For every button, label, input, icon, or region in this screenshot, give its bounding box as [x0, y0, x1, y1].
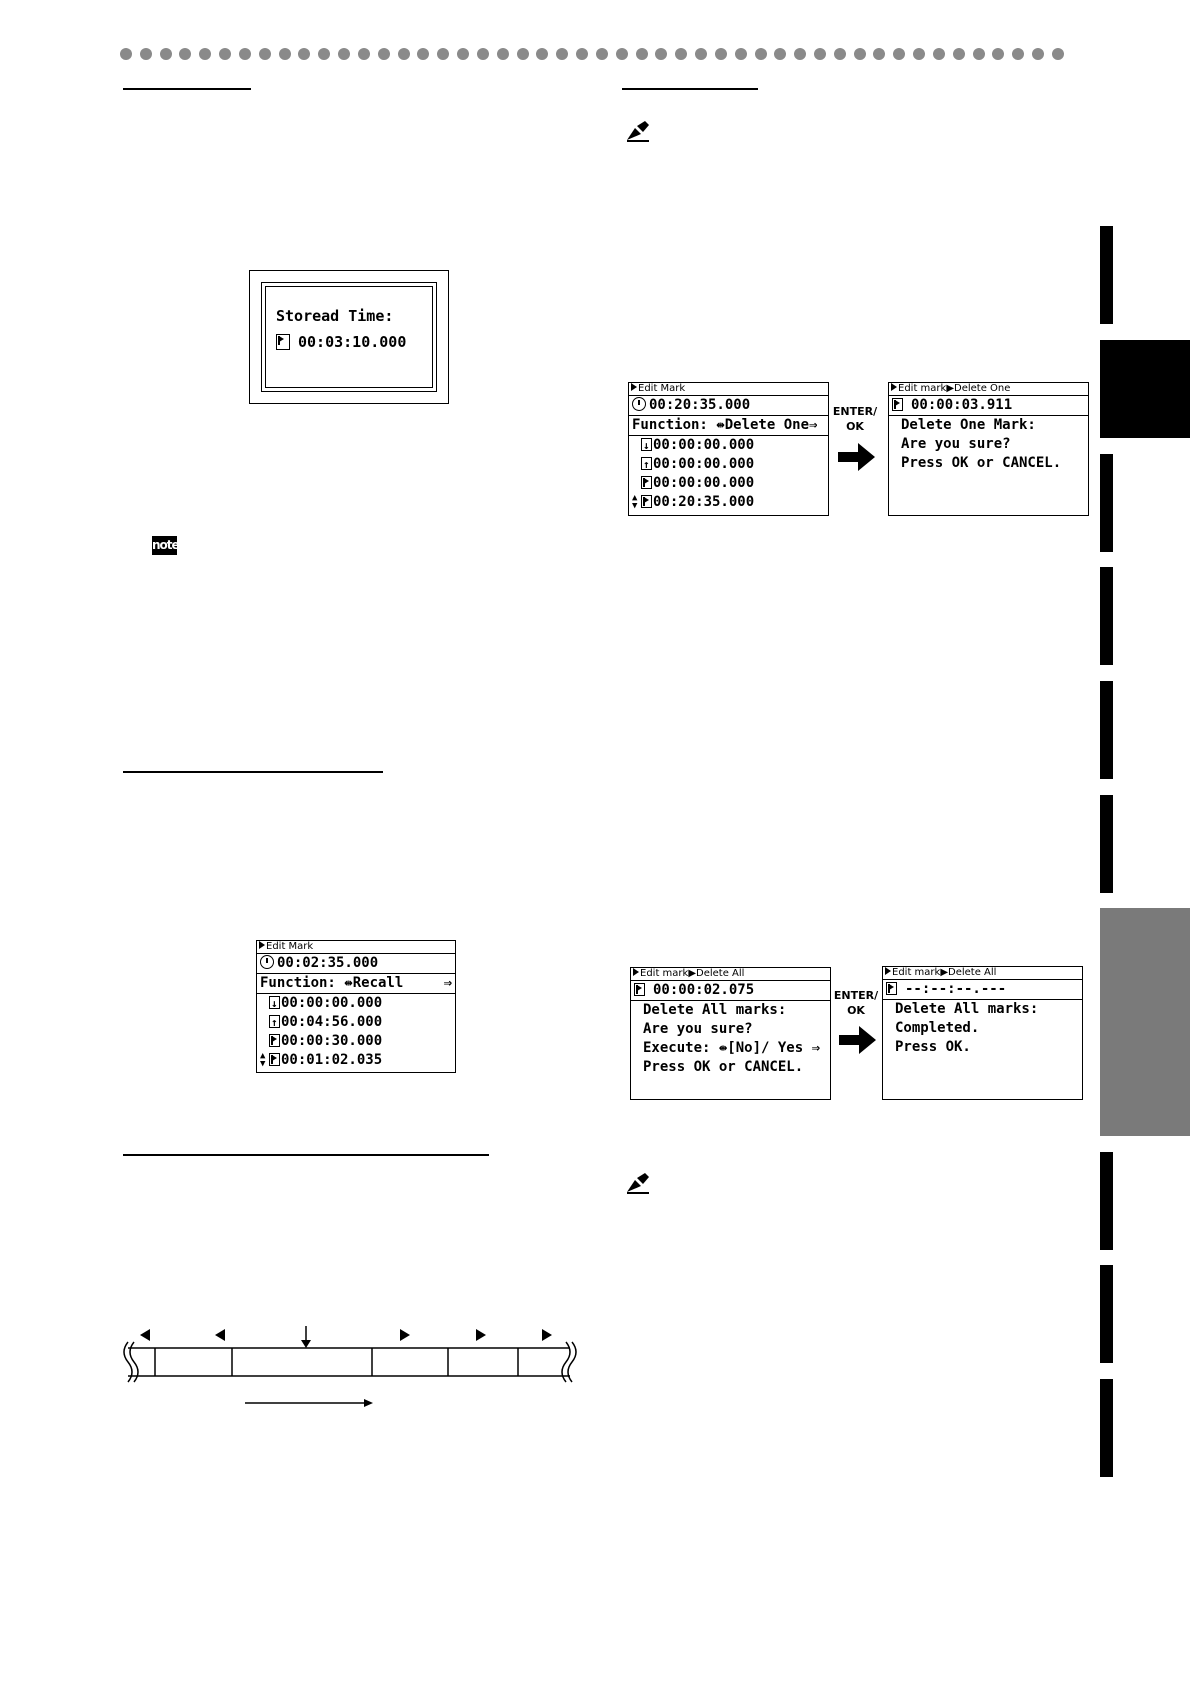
up-down-icon: ▲ ▼: [632, 493, 638, 511]
header-dot: [536, 48, 548, 60]
delete-all-after-time-row: --:--:--.---: [883, 980, 1082, 1000]
delete-all-after-line-2: Completed.: [895, 1020, 980, 1036]
delete-all-after-line-1: Delete All marks:: [895, 1001, 1039, 1017]
chapter-tab-6: [1100, 795, 1113, 893]
recall-time-row: 00:02:35.000: [257, 954, 455, 974]
header-dot: [199, 48, 211, 60]
header-dot: [378, 48, 390, 60]
delete-one-before-header: Edit Mark: [629, 383, 828, 396]
chapter-tab-8: [1100, 1152, 1113, 1250]
delete-one-before-row-in: ↓00:00:00.000: [629, 436, 828, 455]
flag-mark-icon: [892, 398, 903, 411]
delete-one-before-row-mark-1: 00:00:00.000: [629, 474, 828, 493]
clock-icon: [632, 397, 646, 411]
flag-mark-icon: [269, 1053, 280, 1066]
recall-row-out: ↑00:04:56.000: [257, 1013, 455, 1032]
header-dot: [179, 48, 191, 60]
header-dot: [140, 48, 152, 60]
header-dot: [417, 48, 429, 60]
header-dot: [1012, 48, 1024, 60]
enter-ok-label-1: ENTER/ OK: [832, 405, 878, 433]
flag-mark-icon: [641, 476, 652, 489]
stored-time-value-row: [276, 333, 406, 351]
triangle-right-icon: [631, 383, 637, 391]
triangle-right-icon: [259, 941, 265, 949]
out-point-icon: [269, 1015, 280, 1028]
stored-time-screen: [249, 270, 449, 404]
right-arrow-icon: [839, 1026, 877, 1054]
delete-one-before-function-row: Function: ⇼Delete One⇒: [629, 416, 828, 436]
flag-mark-icon: [269, 1034, 280, 1047]
delete-one-after-line-1: Delete One Mark:: [901, 417, 1036, 433]
header-dot: [457, 48, 469, 60]
delete-all-before-line-3: Execute: ⇼[No]/ Yes ⇒: [643, 1040, 821, 1056]
header-dot: [477, 48, 489, 60]
delete-all-before-line-1: Delete All marks:: [643, 1002, 787, 1018]
flag-mark-icon: [641, 495, 652, 508]
section-rule-left-3: [123, 1154, 489, 1156]
header-dot: [735, 48, 747, 60]
delete-all-after-header: Edit mark▶Delete All: [883, 967, 1082, 980]
header-dot: [834, 48, 846, 60]
header-dot: [596, 48, 608, 60]
header-dot: [933, 48, 945, 60]
triangle-right-icon: [885, 967, 891, 975]
header-dot-row: [120, 48, 1064, 62]
header-dot: [298, 48, 310, 60]
recall-screen: [256, 940, 456, 1073]
header-dot: [318, 48, 330, 60]
stored-time-value: 00:03:10.000: [298, 333, 407, 351]
note-icon: note: [152, 536, 177, 555]
header-dot: [437, 48, 449, 60]
header-dot: [854, 48, 866, 60]
header-dot: [755, 48, 767, 60]
delete-all-before-time-row: 00:00:02.075: [631, 981, 830, 1001]
delete-one-screen-before: [628, 382, 829, 516]
recall-row-mark-1: 00:00:30.000: [257, 1032, 455, 1051]
right-arrow-icon: [838, 443, 876, 471]
delete-one-after-line-3: Press OK or CANCEL.: [901, 455, 1062, 471]
chapter-tab-5: [1100, 681, 1113, 779]
triangle-right-icon: [891, 383, 897, 391]
flag-mark-icon: [276, 334, 290, 350]
header-dot: [1032, 48, 1044, 60]
triangle-right-icon: [633, 968, 639, 976]
header-dot: [794, 48, 806, 60]
header-dot: [675, 48, 687, 60]
header-dot: [655, 48, 667, 60]
header-dot: [517, 48, 529, 60]
up-down-icon: ▲ ▼: [260, 1051, 266, 1069]
delete-one-after-header: Edit mark▶Delete One: [889, 383, 1088, 396]
flag-mark-icon: [886, 982, 897, 995]
header-dot: [358, 48, 370, 60]
chapter-tab-7-active-section: [1100, 908, 1190, 1136]
header-dot: [636, 48, 648, 60]
delete-all-before-line-2: Are you sure?: [643, 1021, 753, 1037]
header-dot: [715, 48, 727, 60]
delete-one-screen-after: [888, 382, 1089, 516]
flag-mark-icon: [634, 983, 645, 996]
header-dot: [219, 48, 231, 60]
section-rule-left-2: [123, 771, 383, 773]
chapter-tab-2-current: [1100, 340, 1190, 438]
pencil-caution-icon: [625, 120, 651, 142]
recall-row-mark-2: ▲ ▼ 00:01:02.035: [260, 1051, 383, 1069]
header-dot: [556, 48, 568, 60]
header-dot: [774, 48, 786, 60]
chapter-tab-3: [1100, 454, 1113, 552]
header-dot: [973, 48, 985, 60]
delete-all-after-line-3: Press OK.: [895, 1039, 971, 1055]
recall-header: Edit Mark: [257, 941, 455, 954]
header-dot: [120, 48, 132, 60]
header-dot: [814, 48, 826, 60]
header-dot: [992, 48, 1004, 60]
header-dot: [953, 48, 965, 60]
header-dot: [616, 48, 628, 60]
delete-all-screen-before: [630, 967, 831, 1100]
out-point-icon: [641, 457, 652, 470]
chapter-tab-4: [1100, 567, 1113, 665]
header-dot: [576, 48, 588, 60]
enter-ok-label-2: ENTER/ OK: [833, 989, 879, 1017]
header-dot: [279, 48, 291, 60]
delete-one-after-time-row: 00:00:03.911: [889, 396, 1088, 416]
delete-one-before-row-out: ↑00:00:00.000: [629, 455, 828, 474]
header-dot: [873, 48, 885, 60]
header-dot: [913, 48, 925, 60]
mark-timeline-diagram: [120, 1318, 580, 1418]
header-dot: [497, 48, 509, 60]
delete-all-before-line-4: Press OK or CANCEL.: [643, 1059, 804, 1075]
clock-icon: [260, 955, 274, 969]
pencil-caution-icon: [625, 1172, 651, 1194]
header-dot: [695, 48, 707, 60]
in-point-icon: [641, 438, 652, 451]
section-rule-left-1: [123, 88, 251, 90]
header-dot: [1052, 48, 1064, 60]
chapter-tab-9: [1100, 1265, 1113, 1363]
delete-one-after-line-2: Are you sure?: [901, 436, 1011, 452]
in-point-icon: [269, 996, 280, 1009]
recall-row-in: ↓00:00:00.000: [257, 994, 455, 1013]
delete-one-before-time-row: 00:20:35.000: [629, 396, 828, 416]
header-dot: [893, 48, 905, 60]
recall-function-row: Function: ⇼Recall ⇒: [257, 974, 455, 994]
delete-all-before-header: Edit mark▶Delete All: [631, 968, 830, 981]
delete-all-screen-after: [882, 966, 1083, 1100]
stored-time-title: Storead Time:: [276, 307, 394, 325]
header-dot: [338, 48, 350, 60]
chapter-tab-10: [1100, 1379, 1113, 1477]
header-dot: [398, 48, 410, 60]
header-dot: [160, 48, 172, 60]
delete-one-before-row-mark-2: ▲ ▼ 00:20:35.000: [632, 493, 755, 511]
header-dot: [259, 48, 271, 60]
header-dot: [239, 48, 251, 60]
section-rule-right-1: [622, 88, 758, 90]
chapter-tab-1: [1100, 226, 1113, 324]
